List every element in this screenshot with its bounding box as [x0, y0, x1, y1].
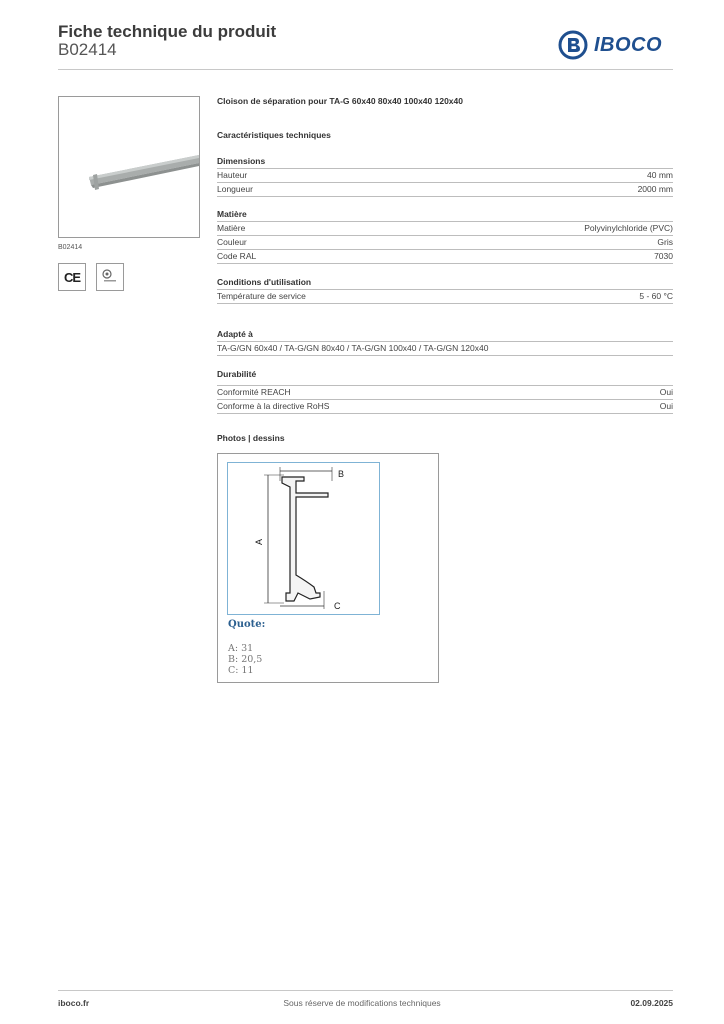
footer-date: 02.09.2025: [630, 998, 673, 1008]
section-title-conditions: Conditions d'utilisation: [217, 277, 312, 287]
company-logo: [558, 30, 674, 60]
certification-seal-icon: [100, 267, 120, 287]
spec-label: Hauteur: [217, 170, 248, 180]
section-title-matiere: Matière: [217, 209, 247, 219]
spec-row-matiere: [217, 222, 673, 236]
quote-line-c: C: 11: [228, 665, 254, 676]
logo-emblem-icon: [558, 30, 590, 60]
spec-row-longueur: [217, 183, 673, 197]
product-image: [58, 96, 200, 238]
spec-row-temperature: [217, 290, 673, 304]
dimension-label-c: C: [334, 601, 341, 611]
spec-value: 7030: [654, 251, 673, 261]
ce-badge: [58, 263, 86, 291]
photos-heading: Photos | dessins: [217, 433, 285, 443]
spec-value: 2000 mm: [637, 184, 673, 194]
spec-value: Oui: [659, 401, 673, 411]
drawing-frame: [227, 462, 380, 615]
adapted-row: [217, 342, 673, 356]
header-divider: [58, 69, 673, 70]
spec-label: Matière: [217, 223, 246, 233]
spec-row-rohs: [217, 400, 673, 414]
dimension-label-a: A: [254, 538, 264, 545]
section-title-adapte: Adapté à: [217, 329, 253, 339]
dimension-label-b: B: [338, 469, 345, 479]
footer-website[interactable]: iboco.fr: [58, 998, 90, 1008]
quote-line-b: B: 20,5: [228, 654, 263, 665]
section-title-dimensions: Dimensions: [217, 156, 266, 166]
spec-value: Gris: [657, 237, 673, 247]
spec-label: Longueur: [217, 184, 253, 194]
quote-title: Quote:: [228, 619, 266, 630]
technical-drawing: [217, 453, 439, 683]
footer-divider: [58, 990, 673, 991]
spec-label: Conforme à la directive RoHS: [217, 401, 330, 411]
spec-value: Oui: [659, 387, 673, 397]
spec-value: 5 - 60 °C: [639, 291, 673, 301]
spec-label: Couleur: [217, 237, 247, 247]
spec-value: Polyvinylchloride (PVC): [584, 223, 673, 233]
spec-row-hauteur: [217, 169, 673, 183]
spec-label: Température de service: [217, 291, 306, 301]
product-code: B02414: [58, 40, 117, 59]
spec-row-reach: [217, 386, 673, 400]
spec-row-code-ral: [217, 250, 673, 264]
footer-notice: Sous réserve de modifications techniques: [283, 998, 441, 1008]
image-caption: B02414: [58, 244, 83, 251]
product-name: Cloison de séparation pour TA-G 60x40 80x40 100x40 120x40: [217, 96, 463, 106]
profile-rail-picture: [59, 97, 199, 237]
certification-badge: [96, 263, 124, 291]
spec-label: Conformité REACH: [217, 387, 291, 397]
specs-heading: Caractéristiques techniques: [217, 130, 331, 140]
spec-label: Code RAL: [217, 251, 257, 261]
spec-value: 40 mm: [647, 170, 673, 180]
logo-text: IBOCO: [594, 34, 663, 56]
adapted-text: TA-G/GN 60x40 / TA-G/GN 80x40 / TA-G/GN 100x40 / TA-G/GN 120x40: [217, 343, 489, 353]
quote-line-a: A: 31: [228, 643, 254, 654]
profile-cross-section: [228, 463, 379, 614]
spec-row-couleur: [217, 236, 673, 250]
page-title: Fiche technique du produit: [58, 22, 277, 41]
ce-mark: CE: [63, 269, 81, 285]
section-title-durabilite: Durabilité: [217, 369, 257, 379]
